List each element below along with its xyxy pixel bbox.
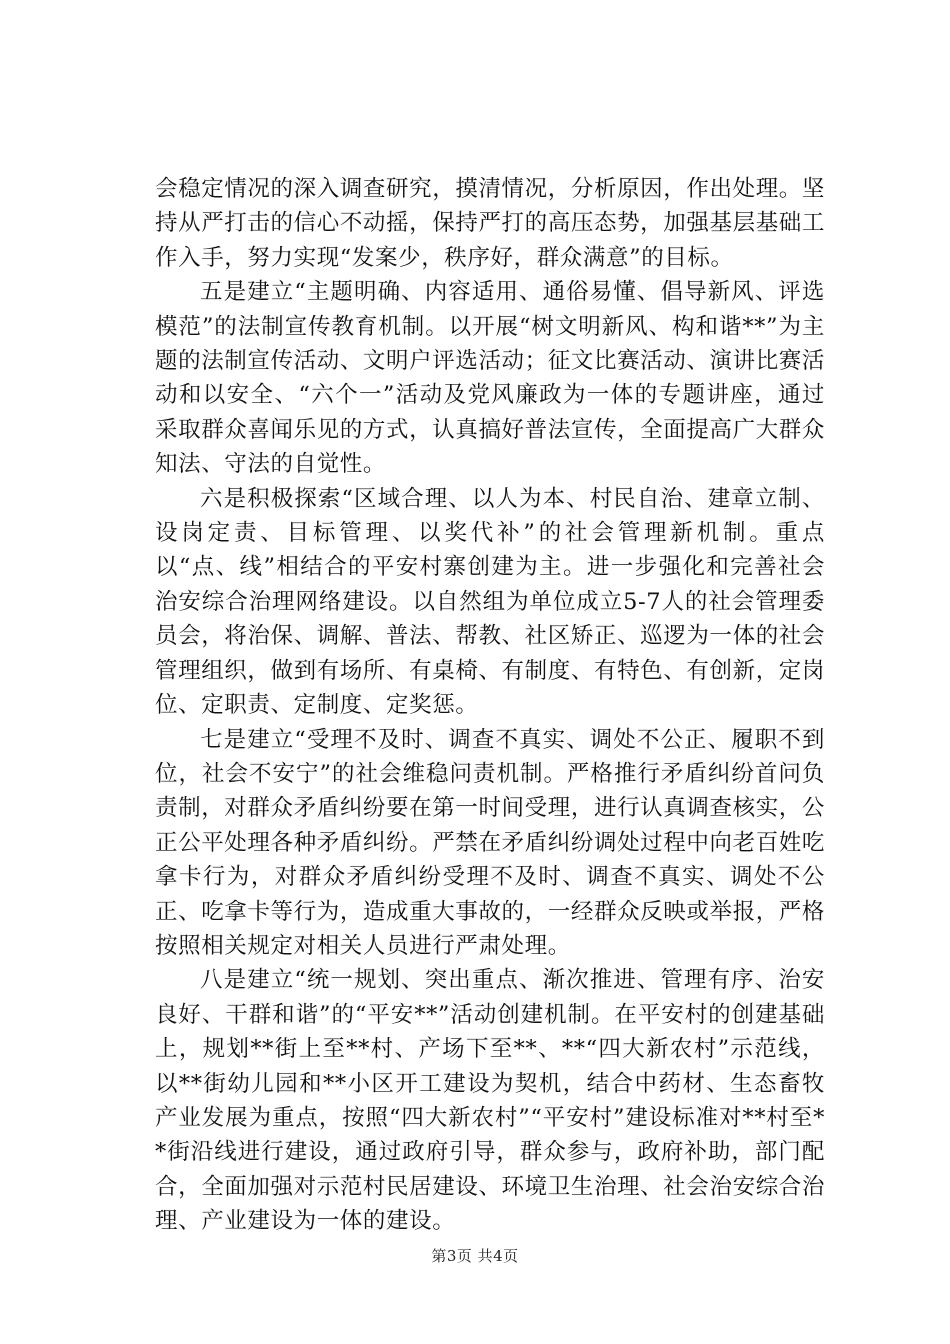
paragraph-item-eight: 八是建立“统一规划、突出重点、渐次推进、管理有序、治安良好、干群和谐”的“平安**”活动创建机制。在平安村的创建基础上，规划**街上至**村、产场下至**、**“四大新农村”示范线，以**街幼儿园和**小区开工建设为契机，结合中药材、生态畜牧产业发展为重点，按照“四大新农村”“平安村”建设标准对**村至**街沿线进行建设，通过政府引导，群众参与，政府补助，部门配合，全面加强对示范村民居建设、环境卫生治理、社会治安综合治理、产业建设为一体的建设。 — [155, 967, 825, 1235]
paragraph-item-seven: 七是建立“受理不及时、调查不真实、调处不公正、履职不到位，社会不安宁”的社会维稳问责机制。严格推行矛盾纠纷首问负责制，对群众矛盾纠纷要在第一时间受理，进行认真调查核实，公正公平处理各种矛盾纠纷。严禁在矛盾纠纷调处过程中向老百姓吃拿卡行为，对群众矛盾纠纷受理不及时、调查不真实、调处不公正、吃拿卡等行为，造成重大事故的，一经群众反映或举报，严格按照相关规定对相关人员进行严肃处理。 — [155, 726, 825, 959]
document-body — [155, 172, 825, 1239]
page-footer: 第3页 共4页 — [431, 1247, 519, 1265]
paragraph-item-six: 六是积极探索“区域合理、以人为本、村民自治、建章立制、设岗定责、目标管理、以奖代补”的社会管理新机制。重点以“点、线”相结合的平安村寨创建为主。进一步强化和完善社会治安综合治理网络建设。以自然组为单位成立5-7人的社会管理委员会，将治保、调解、普法、帮教、社区矫正、巡逻为一体的社会管理组织，做到有场所、有桌椅、有制度、有特色、有创新，定岗位、定职责、定制度、定奖惩。 — [155, 485, 825, 719]
paragraph-continuation: 会稳定情况的深入调查研究，摸清情况，分析原因，作出处理。坚持从严打击的信心不动摇，保持严打的高压态势，加强基层基础工作入手，努力实现“发案少，秩序好，群众满意”的目标。 — [155, 176, 825, 271]
paragraph-item-five: 五是建立“主题明确、内容适用、通俗易懂、倡导新风、评选模范”的法制宣传教育机制。以开展“树文明新风、构和谐**”为主题的法制宣传活动、文明户评选活动；征文比赛活动、演讲比赛活动和以安全、“六个一”活动及党风廉政为一体的专题讲座，通过采取群众喜闻乐见的方式，认真搞好普法宣传，全面提高广大群众知法、守法的自觉性。 — [155, 279, 825, 478]
